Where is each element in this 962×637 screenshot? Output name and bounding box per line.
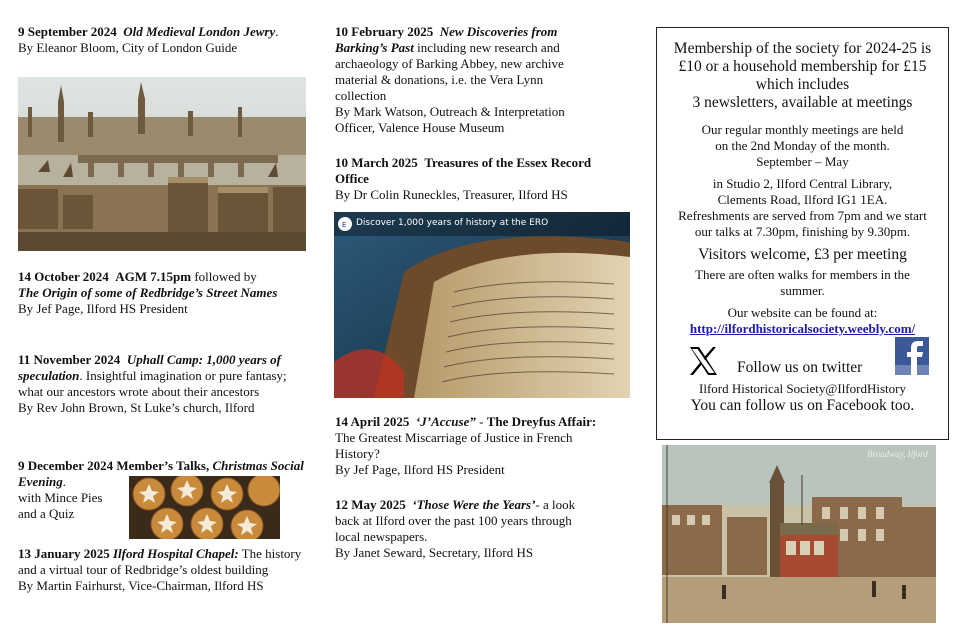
twitter-handle: Ilford Historical Society@IlfordHistory bbox=[699, 381, 906, 396]
walks-line-1: There are often walks for members in the bbox=[695, 267, 910, 282]
event-april: 14 April 2025 ‘J’Accuse” - The Dreyfus Affair: The Greatest Miscarriage of Justice in French History? By Jef Page, Ilford HS President bbox=[335, 414, 597, 477]
video-caption: Discover 1,000 years of history at the ERO bbox=[356, 218, 549, 228]
membership-line-4: 3 newsletters, available at meetings bbox=[692, 94, 913, 111]
event-february: 10 February 2025 New Discoveries from Barking’s Past including new research and archaeology of Barking Abbey, new archive material & donations, i.e. the Vera Lynn collection By Mark Watson, Outreach & Interpretation Officer, Valence House Museum bbox=[335, 24, 565, 135]
event-date: 9 September 2024 bbox=[18, 24, 117, 39]
facebook-icon[interactable] bbox=[895, 337, 929, 375]
meetings-line-1: Our regular monthly meetings are held bbox=[701, 122, 904, 137]
venue-line-1: in Studio 2, Ilford Central Library, bbox=[712, 176, 893, 191]
medieval-london-painting bbox=[18, 77, 306, 251]
event-january: 13 January 2025 Ilford Hospital Chapel: The history and a virtual tour of Redbridge’s oldest building By Martin Fairhurst, Vice-Chairman, Ilford HS bbox=[18, 546, 302, 593]
ero-video-thumbnail[interactable] bbox=[334, 212, 630, 398]
membership-info-box bbox=[656, 27, 949, 440]
walks-line-2: summer. bbox=[780, 283, 825, 298]
facebook-text: You can follow us on Facebook too. bbox=[690, 397, 915, 414]
refreshments-line-1: Refreshments are served from 7pm and we start bbox=[678, 208, 927, 223]
refreshments-line-2: our talks at 7.30pm, finishing by 9.30pm. bbox=[694, 224, 911, 239]
event-october: 14 October 2024 AGM 7.15pm followed by The Origin of some of Redbridge’s Street Names By Jef Page, Ilford HS President bbox=[18, 269, 278, 316]
event-november: 11 November 2024 Uphall Camp: 1,000 years of speculation. Insightful imagination or pure fantasy; what our ancestors wrote about their ancestors By Rev John Brown, St Luke’s church, Ilford bbox=[18, 352, 287, 415]
event-december: 9 December 2024 Member’s Talks, Christmas Social Evening. with Mince Pies and a Quiz bbox=[18, 458, 304, 521]
membership-line-1: Membership of the society for 2024-25 is bbox=[673, 40, 932, 57]
broadway-ilford-postcard bbox=[662, 445, 936, 623]
event-september: 9 September 2024 Old Medieval London Jewry. By Eleanor Bloom, City of London Guide bbox=[18, 24, 279, 55]
website-label: Our website can be found at: bbox=[727, 305, 878, 320]
event-march: 10 March 2025 Treasures of the Essex Record Office By Dr Colin Runeckles, Treasurer, Ilford HS bbox=[335, 155, 592, 202]
event-title: Old Medieval London Jewry bbox=[123, 24, 276, 39]
venue-line-2: Clements Road, Ilford IG1 1EA. bbox=[717, 192, 888, 207]
mince-pies-photo bbox=[129, 476, 280, 539]
meetings-line-3: September – May bbox=[756, 154, 849, 169]
svg-text:E: E bbox=[342, 221, 347, 229]
membership-line-2: £10 or a household membership for £15 bbox=[678, 58, 927, 75]
event-may: 12 May 2025 ‘Those Were the Years’- a look back at Ilford over the past 100 years through local newspapers. By Janet Seward, Secretary, Ilford HS bbox=[335, 497, 576, 560]
x-twitter-icon[interactable] bbox=[687, 345, 719, 377]
meetings-line-2: on the 2nd Monday of the month. bbox=[715, 138, 890, 153]
visitors-text: Visitors welcome, £3 per meeting bbox=[698, 246, 907, 263]
postcard-caption: Broadway, Ilford bbox=[867, 449, 928, 459]
twitter-text: Follow us on twitter bbox=[737, 359, 863, 376]
event-speaker: By Eleanor Bloom, City of London Guide bbox=[18, 40, 238, 55]
membership-line-3: which includes bbox=[755, 76, 850, 93]
website-link[interactable]: http://ilfordhistoricalsociety.weebly.com/ bbox=[689, 321, 916, 336]
